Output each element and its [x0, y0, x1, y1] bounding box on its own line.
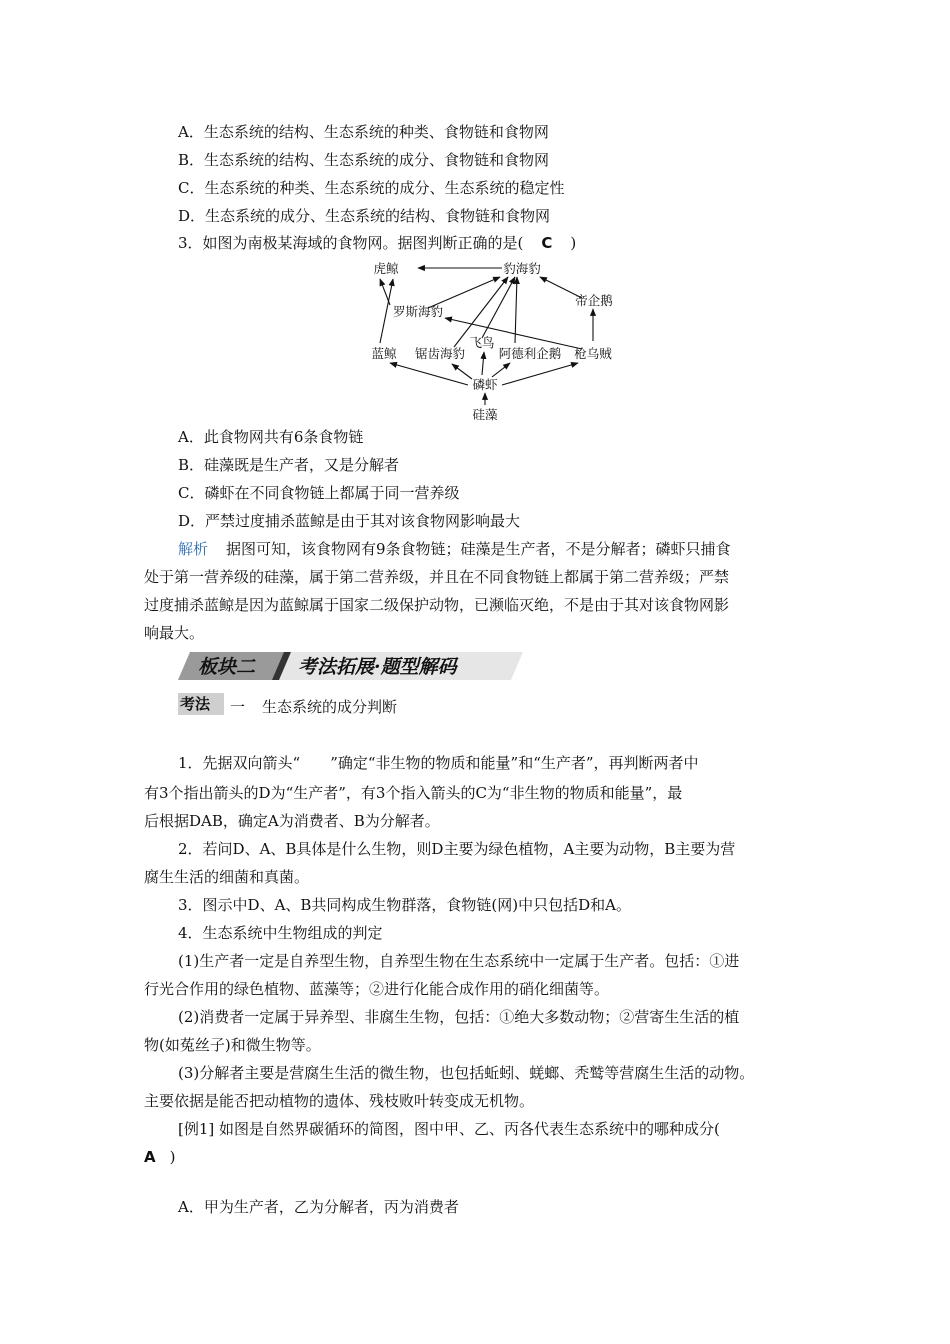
banner-part2: 考法拓展·题型解码 — [298, 656, 457, 678]
example-close: ) — [169, 1148, 176, 1166]
method-label-box — [178, 693, 224, 715]
arrow-linxia-lanjing — [390, 363, 468, 385]
q3-option-b: B．硅藻既是生产者，又是分解者 — [178, 456, 400, 474]
body-line-11: 物(如菟丝子)和微生物等。 — [144, 1036, 321, 1054]
q2-option-c: C．生态系统的种类、生态系统的成分、生态系统的稳定性 — [178, 179, 565, 197]
q2-option-a: A．生态系统的结构、生态系统的种类、食物链和食物网 — [178, 123, 549, 141]
body-line-3: 后根据DAB，确定A为消费者、B为分解者。 — [144, 812, 440, 830]
analysis-line-2: 处于第一营养级的硅藻，属于第二营养级，并且在不同食物链上都属于第二营养级；严禁 — [144, 568, 730, 586]
example-option-a: A．甲为生产者，乙为分解者，丙为消费者 — [178, 1198, 459, 1216]
node-feiniao: 飞鸟 — [469, 335, 495, 350]
method-number: 一 — [230, 698, 246, 716]
analysis-line-1 — [178, 539, 731, 559]
node-hujing: 虎鲸 — [373, 261, 399, 276]
q3-stem-text: 3．如图为南极某海域的食物网。据图判断正确的是( — [178, 234, 524, 252]
body-line-7: 4．生态系统中生物组成的判定 — [178, 924, 383, 942]
analysis-line-3: 过度捕杀蓝鲸是因为蓝鲸属于国家二级保护动物，已濒临灭绝，不是由于其对该食物网影 — [144, 596, 730, 614]
body-line-2: 有3个指出箭头的D为“生产者”，有3个指入箭头的C为“非生物的物质和能量”，最 — [144, 784, 683, 802]
arrow-linxia-qiangwuzei — [502, 363, 578, 385]
body-line-1: 1．先据双向箭头“ ”确定“非生物的物质和能量”和“生产者”，再判断两者中 — [178, 754, 699, 772]
q3-close: ) — [570, 234, 577, 252]
node-linxia: 磷虾 — [472, 377, 498, 392]
q3-option-c: C．磷虾在不同食物链上都属于同一营养级 — [178, 484, 460, 502]
body-line-4: 2．若问D、A、B具体是什么生物，则D主要为绿色植物，A主要为动物，B主要为营 — [178, 840, 736, 858]
q3-option-d: D．严禁过度捕杀蓝鲸是由于其对该食物网影响最大 — [178, 512, 521, 530]
analysis-label: 解析 — [178, 540, 209, 558]
arrow-luosi-hujing — [380, 279, 390, 305]
arrow-lanjing-hujing — [380, 279, 393, 343]
node-qiangwuzei: 枪乌贼 — [574, 346, 612, 361]
example-answer-line — [144, 1147, 175, 1167]
body-line-10: (2)消费者一定属于异养型、非腐生生物，包括：①绝大多数动物；②营寄生生活的植 — [178, 1008, 740, 1026]
q3-answer: C — [541, 234, 553, 252]
arrow-linxia-feiniao — [482, 352, 484, 375]
node-luosi: 罗斯海豹 — [392, 304, 444, 319]
arrow-feiniao-baohaibao — [482, 277, 515, 338]
node-guizao: 硅藻 — [472, 407, 498, 422]
q3-stem — [178, 233, 576, 253]
q2-option-d: D．生态系统的成分、生态系统的结构、食物链和食物网 — [178, 207, 551, 225]
section-banner — [178, 650, 523, 682]
body-line-5: 腐生生活的细菌和真菌。 — [144, 868, 310, 886]
analysis-text-1: 据图可知，该食物网有9条食物链；硅藻是生产者，不是分解者；磷虾只捕食 — [226, 540, 731, 558]
body-line-6: 3．图示中D、A、B共同构成生物群落，食物链(网)中只包括D和A。 — [178, 896, 631, 914]
arrow-linxia-juchi — [452, 364, 472, 379]
body-line-8: (1)生产者一定是自养型生物，自养型生物在生态系统中一定属于生产者。包括：①进 — [178, 952, 740, 970]
body-line-9: 行光合作用的绿色植物、蓝藻等；②进行化能合成作用的硝化细菌等。 — [144, 980, 610, 998]
method-label: 考法 — [180, 695, 211, 713]
method-title: 生态系统的成分判断 — [262, 698, 398, 716]
q2-option-b: B．生态系统的结构、生态系统的成分、食物链和食物网 — [178, 151, 550, 169]
arrow-adeli-baohaibao — [515, 277, 517, 343]
node-juchi: 锯齿海豹 — [414, 346, 466, 361]
arrow-qiangwuzei-luosi — [445, 318, 582, 349]
node-adeli: 阿德利企鹅 — [498, 346, 562, 361]
banner-part1: 板块二 — [198, 656, 256, 678]
node-lanjing: 蓝鲸 — [371, 346, 397, 361]
example-stem: [例1] 如图是自然界碳循环的简图，图中甲、乙、丙各代表生态系统中的哪种成分( — [178, 1120, 720, 1138]
arrow-linxia-adeli — [492, 363, 510, 377]
body-line-12: (3)分解者主要是营腐生生活的微生物，也包括蚯蚓、蜣螂、秃鹫等营腐生生活的动物。 — [178, 1064, 755, 1082]
food-web-diagram — [360, 255, 620, 425]
node-diqie: 帝企鹅 — [575, 293, 613, 308]
example-answer: A — [144, 1148, 156, 1166]
analysis-line-4: 响最大。 — [144, 624, 205, 642]
q3-option-a: A．此食物网共有6条食物链 — [178, 428, 364, 446]
node-baohaibao: 豹海豹 — [503, 261, 541, 276]
body-line-13: 主要依据是能否把动植物的遗体、残枝败叶转变成无机物。 — [144, 1092, 535, 1110]
